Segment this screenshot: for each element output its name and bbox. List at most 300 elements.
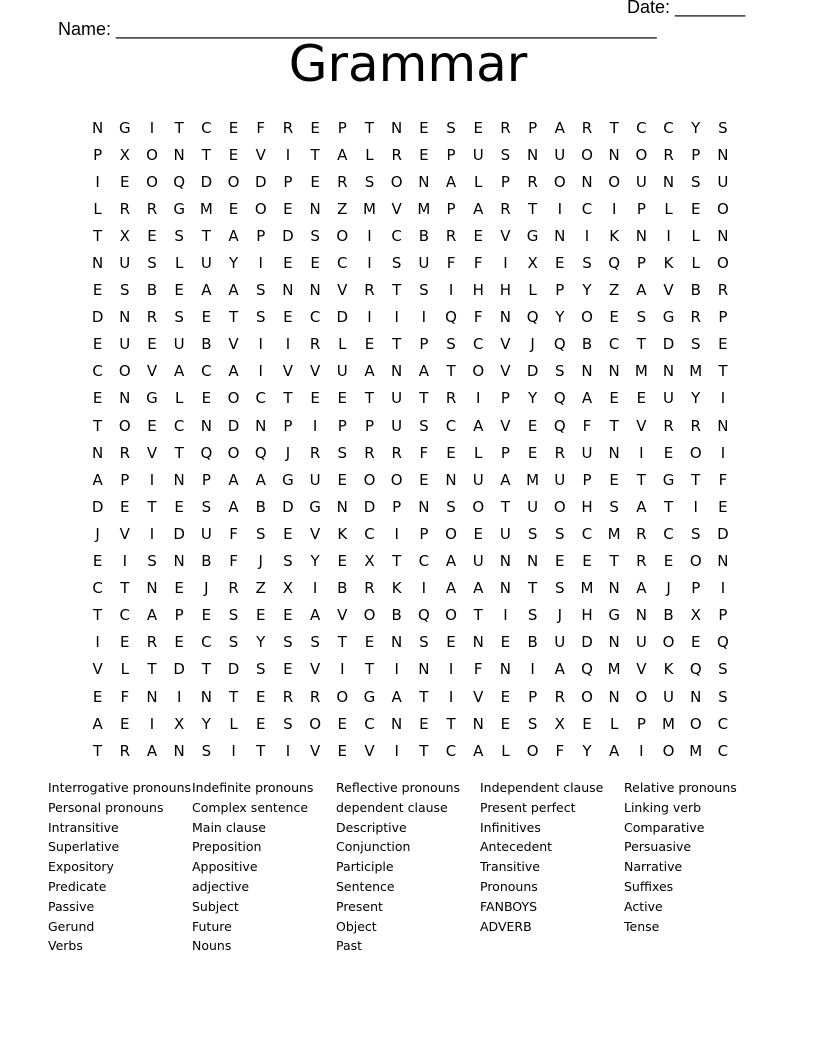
- grid-letter: E: [500, 633, 511, 652]
- grid-letter: N: [635, 226, 647, 245]
- grid-letter: E: [174, 281, 184, 300]
- grid-row: [84, 168, 737, 195]
- grid-letter: I: [312, 416, 318, 435]
- grid-letter: S: [582, 254, 592, 273]
- grid-letter: O: [363, 470, 376, 489]
- grid-letter: L: [338, 335, 347, 354]
- grid-letter: V: [636, 416, 647, 435]
- grid-letter: G: [309, 497, 321, 516]
- word-item: dependent clause: [336, 799, 448, 815]
- grid-letter: B: [337, 579, 348, 598]
- grid-letter: S: [228, 606, 239, 625]
- word-list: [48, 778, 768, 956]
- grid-letter: C: [663, 524, 674, 543]
- grid-letter: A: [445, 552, 457, 571]
- grid-letter: O: [118, 416, 131, 435]
- grid-letter: I: [611, 199, 617, 218]
- grid-letter: F: [473, 308, 483, 327]
- grid-letter: E: [201, 606, 212, 625]
- grid-letter: T: [419, 389, 429, 408]
- grid-letter: Z: [337, 199, 348, 218]
- grid-letter: E: [527, 443, 538, 462]
- grid-letter: O: [689, 714, 702, 733]
- grid-letter: E: [609, 389, 619, 408]
- grid-letter: D: [173, 660, 185, 679]
- grid-letter: P: [500, 443, 510, 462]
- grid-letter: N: [309, 281, 321, 300]
- grid-letter: T: [663, 497, 674, 516]
- grid-letter: O: [472, 497, 485, 516]
- grid-letter: Q: [254, 443, 267, 462]
- grid-letter: P: [201, 470, 211, 489]
- grid-letter: P: [718, 308, 728, 327]
- grid-letter: T: [528, 199, 538, 218]
- grid-letter: N: [581, 172, 593, 191]
- grid-letter: E: [419, 145, 429, 164]
- grid-letter: E: [310, 118, 320, 137]
- grid-letter: N: [499, 660, 512, 679]
- grid-letter: U: [554, 470, 566, 489]
- grid-letter: U: [527, 497, 539, 516]
- grid-letter: V: [146, 362, 158, 381]
- grid-letter: I: [176, 687, 182, 706]
- word-item: Reflective pronouns: [336, 780, 461, 795]
- grid-letter: E: [255, 606, 266, 625]
- grid-letter: N: [690, 687, 702, 706]
- grid-letter: B: [581, 335, 593, 354]
- grid-letter: C: [255, 389, 266, 408]
- grid-letter: X: [119, 145, 130, 164]
- grid-letter: I: [720, 579, 726, 598]
- grid-letter: T: [636, 335, 646, 354]
- grid-letter: S: [283, 714, 293, 733]
- grid-letter: G: [662, 470, 675, 489]
- word-item: Verbs: [48, 938, 83, 954]
- grid-letter: Y: [555, 308, 565, 327]
- grid-row: [84, 195, 737, 222]
- grid-letter: P: [419, 335, 429, 354]
- grid-letter: N: [255, 416, 267, 435]
- grid-letter: C: [636, 118, 647, 137]
- grid-letter: H: [499, 281, 512, 300]
- word-item: Preposition: [192, 839, 262, 855]
- grid-letter: C: [201, 362, 212, 381]
- grid-letter: Q: [200, 443, 213, 462]
- grid-letter: A: [473, 579, 484, 598]
- grid-letter: E: [337, 389, 348, 408]
- grid-letter: P: [120, 470, 130, 489]
- grid-letter: U: [472, 552, 484, 571]
- grid-letter: E: [473, 524, 483, 543]
- grid-letter: T: [500, 497, 510, 516]
- grid-letter: J: [557, 606, 562, 625]
- grid-letter: I: [503, 606, 508, 625]
- grid-letter: T: [228, 687, 239, 706]
- grid-letter: C: [309, 308, 321, 327]
- grid-row: [84, 656, 737, 683]
- grid-letter: C: [608, 335, 620, 354]
- grid-letter: S: [364, 172, 375, 191]
- grid-letter: L: [664, 199, 673, 218]
- grid-letter: M: [689, 741, 703, 760]
- grid-letter: B: [201, 335, 212, 354]
- grid-letter: I: [367, 226, 372, 245]
- grid-letter: T: [174, 118, 184, 137]
- grid-letter: R: [690, 416, 701, 435]
- grid-letter: C: [445, 741, 457, 760]
- grid-letter: Y: [256, 633, 266, 652]
- grid-letter: S: [500, 145, 511, 164]
- grid-letter: E: [147, 226, 157, 245]
- grid-letter: Y: [528, 389, 538, 408]
- grid-letter: Q: [526, 308, 539, 327]
- grid-letter: A: [228, 497, 239, 516]
- grid-letter: P: [528, 118, 538, 137]
- date-field: Date: _______: [627, 0, 746, 17]
- grid-letter: I: [530, 660, 535, 679]
- grid-letter: N: [391, 118, 403, 137]
- grid-letter: S: [419, 416, 429, 435]
- grid-letter: T: [446, 362, 456, 381]
- word-search-grid: [84, 114, 737, 764]
- grid-letter: I: [421, 308, 427, 327]
- grid-letter: G: [608, 606, 620, 625]
- grid-letter: T: [93, 226, 103, 245]
- grid-letter: A: [473, 199, 484, 218]
- grid-letter: R: [554, 687, 565, 706]
- grid-letter: E: [364, 335, 375, 354]
- grid-letter: I: [258, 254, 263, 273]
- grid-letter: S: [310, 633, 320, 652]
- grid-letter: V: [337, 281, 348, 300]
- grid-letter: A: [92, 714, 103, 733]
- grid-letter: T: [93, 606, 103, 625]
- grid-letter: T: [691, 470, 701, 489]
- grid-letter: T: [364, 660, 375, 679]
- grid-letter: E: [337, 552, 348, 571]
- grid-letter: O: [146, 172, 158, 191]
- word-item: Antecedent: [480, 839, 553, 855]
- grid-letter: O: [581, 308, 593, 327]
- grid-letter: E: [500, 687, 511, 706]
- grid-letter: N: [391, 714, 403, 733]
- grid-letter: I: [476, 389, 481, 408]
- grid-letter: R: [119, 199, 130, 218]
- grid-letter: B: [527, 633, 538, 652]
- grid-letter: O: [635, 145, 648, 164]
- grid-letter: U: [173, 335, 185, 354]
- grid-letter: M: [199, 199, 213, 218]
- word-item: Infinitives: [480, 819, 541, 835]
- grid-letter: L: [93, 199, 102, 218]
- grid-letter: E: [283, 660, 293, 679]
- grid-letter: D: [662, 335, 675, 354]
- grid-letter: O: [363, 606, 376, 625]
- grid-letter: A: [554, 118, 565, 137]
- grid-letter: I: [149, 118, 155, 137]
- grid-letter: F: [582, 416, 592, 435]
- grid-letter: S: [690, 524, 701, 543]
- grid-letter: S: [555, 362, 565, 381]
- grid-letter: T: [201, 226, 211, 245]
- grid-letter: K: [609, 226, 620, 245]
- grid-letter: N: [418, 660, 430, 679]
- grid-letter: G: [662, 308, 675, 327]
- grid-letter: E: [92, 335, 103, 354]
- grid-letter: V: [309, 524, 321, 543]
- grid-letter: Q: [581, 660, 593, 679]
- grid-letter: N: [554, 226, 566, 245]
- grid-letter: E: [337, 741, 348, 760]
- grid-letter: H: [581, 606, 593, 625]
- grid-letter: S: [228, 633, 239, 652]
- grid-letter: A: [228, 281, 239, 300]
- grid-letter: U: [391, 416, 403, 435]
- grid-letter: L: [120, 660, 129, 679]
- grid-letter: N: [91, 443, 104, 462]
- grid-letter: U: [472, 145, 484, 164]
- grid-letter: O: [445, 606, 457, 625]
- grid-letter: N: [336, 497, 348, 516]
- grid-letter: N: [608, 443, 620, 462]
- grid-letter: Q: [553, 416, 566, 435]
- grid-letter: D: [200, 172, 213, 191]
- grid-letter: O: [390, 470, 403, 489]
- grid-letter: I: [448, 281, 454, 300]
- grid-letter: B: [690, 281, 701, 300]
- grid-letter: J: [666, 579, 671, 598]
- grid-letter: P: [174, 606, 184, 625]
- grid-letter: O: [581, 687, 593, 706]
- grid-letter: E: [92, 552, 103, 571]
- grid-letter: E: [228, 199, 239, 218]
- grid-letter: T: [609, 416, 619, 435]
- name-field: Name: ______________________________________________________: [58, 19, 657, 39]
- grid-letter: C: [418, 552, 430, 571]
- grid-letter: S: [120, 281, 130, 300]
- grid-letter: N: [173, 741, 185, 760]
- grid-letter: E: [201, 389, 212, 408]
- grid-row: [84, 358, 737, 385]
- grid-letter: I: [149, 524, 155, 543]
- grid-letter: N: [662, 172, 675, 191]
- grid-letter: M: [526, 470, 540, 489]
- grid-letter: D: [282, 497, 294, 516]
- grid-letter: O: [608, 172, 621, 191]
- word-column: [48, 778, 192, 956]
- grid-letter: Q: [417, 606, 430, 625]
- grid-letter: A: [473, 741, 484, 760]
- grid-letter: N: [608, 687, 620, 706]
- page-title: Grammar: [288, 35, 528, 93]
- grid-letter: R: [119, 741, 130, 760]
- grid-letter: U: [472, 470, 484, 489]
- grid-letter: S: [636, 308, 647, 327]
- grid-letter: E: [283, 254, 293, 273]
- grid-letter: E: [120, 633, 130, 652]
- grid-letter: N: [608, 633, 620, 652]
- grid-letter: N: [499, 579, 512, 598]
- grid-letter: E: [473, 226, 483, 245]
- grid-letter: T: [473, 606, 483, 625]
- grid-letter: G: [118, 118, 131, 137]
- grid-letter: J: [258, 552, 263, 571]
- grid-letter: N: [717, 552, 729, 571]
- grid-letter: V: [337, 606, 348, 625]
- grid-letter: L: [691, 254, 700, 273]
- grid-letter: R: [364, 443, 375, 462]
- grid-letter: E: [663, 552, 674, 571]
- grid-letter: E: [582, 552, 592, 571]
- grid-letter: E: [419, 118, 429, 137]
- grid-letter: U: [635, 633, 647, 652]
- grid-letter: E: [446, 633, 456, 652]
- word-item: Indefinite pronouns: [192, 780, 314, 795]
- grid-letter: N: [200, 687, 212, 706]
- grid-letter: I: [448, 660, 454, 679]
- grid-letter: I: [95, 172, 100, 191]
- grid-letter: S: [419, 633, 429, 652]
- grid-letter: R: [119, 443, 130, 462]
- grid-letter: E: [364, 633, 375, 652]
- grid-letter: F: [718, 470, 728, 489]
- grid-letter: R: [636, 524, 647, 543]
- grid-letter: D: [282, 226, 294, 245]
- grid-letter: R: [690, 308, 701, 327]
- grid-letter: I: [285, 335, 291, 354]
- grid-letter: C: [364, 714, 375, 733]
- grid-letter: I: [340, 660, 345, 679]
- grid-letter: M: [362, 199, 376, 218]
- grid-letter: O: [553, 172, 566, 191]
- word-item: Object: [336, 918, 377, 934]
- grid-letter: A: [418, 362, 429, 381]
- grid-letter: I: [448, 687, 454, 706]
- grid-letter: F: [446, 254, 456, 273]
- word-item: FANBOYS: [480, 898, 538, 914]
- grid-letter: N: [445, 470, 457, 489]
- grid-letter: V: [255, 145, 266, 164]
- grid-letter: R: [391, 443, 402, 462]
- grid-letter: N: [499, 308, 512, 327]
- grid-letter: Y: [228, 254, 239, 273]
- grid-letter: M: [417, 199, 431, 218]
- grid-letter: E: [636, 389, 647, 408]
- grid-letter: T: [337, 633, 347, 652]
- grid-letter: J: [285, 443, 291, 462]
- grid-letter: J: [95, 524, 100, 543]
- grid-letter: U: [499, 524, 511, 543]
- word-item: Transitive: [480, 859, 540, 875]
- grid-letter: V: [282, 362, 294, 381]
- grid-letter: E: [555, 254, 565, 273]
- grid-letter: A: [146, 606, 158, 625]
- word-column: [192, 778, 336, 956]
- grid-letter: E: [473, 118, 483, 137]
- grid-letter: E: [718, 335, 728, 354]
- grid-row: [84, 114, 737, 141]
- word-item: Suffixes: [624, 878, 674, 894]
- grid-letter: E: [174, 579, 184, 598]
- grid-letter: C: [119, 606, 131, 625]
- grid-letter: D: [227, 660, 240, 679]
- grid-letter: I: [231, 741, 236, 760]
- grid-letter: V: [473, 687, 484, 706]
- grid-letter: L: [501, 741, 510, 760]
- grid-letter: I: [693, 497, 698, 516]
- grid-letter: D: [336, 308, 349, 327]
- grid-letter: E: [228, 145, 239, 164]
- grid-letter: O: [254, 199, 267, 218]
- grid-letter: P: [283, 416, 293, 435]
- grid-letter: E: [120, 714, 130, 733]
- grid-letter: E: [690, 199, 701, 218]
- grid-letter: C: [201, 633, 212, 652]
- grid-letter: A: [554, 660, 565, 679]
- word-item: Participle: [336, 859, 394, 875]
- grid-letter: R: [146, 633, 158, 652]
- grid-letter: V: [500, 362, 511, 381]
- grid-letter: Z: [609, 281, 620, 300]
- grid-letter: O: [689, 443, 702, 462]
- grid-letter: C: [173, 416, 185, 435]
- grid-letter: E: [201, 308, 212, 327]
- grid-letter: Z: [255, 579, 266, 598]
- grid-letter: P: [446, 145, 456, 164]
- grid-letter: I: [584, 226, 590, 245]
- grid-letter: V: [119, 524, 130, 543]
- grid-letter: X: [282, 579, 294, 598]
- grid-letter: X: [119, 226, 130, 245]
- grid-letter: K: [663, 660, 674, 679]
- grid-letter: R: [391, 145, 402, 164]
- grid-letter: Y: [691, 118, 701, 137]
- grid-letter: P: [500, 172, 510, 191]
- grid-row: [84, 412, 737, 439]
- grid-letter: R: [554, 443, 565, 462]
- grid-letter: S: [718, 687, 728, 706]
- grid-letter: U: [200, 524, 212, 543]
- grid-letter: R: [717, 281, 729, 300]
- grid-letter: S: [283, 552, 293, 571]
- grid-letter: Y: [691, 389, 701, 408]
- word-item: Intransitive: [48, 819, 119, 835]
- grid-letter: N: [418, 497, 430, 516]
- word-item: Complex sentence: [192, 799, 309, 815]
- word-item: Present perfect: [480, 799, 576, 815]
- grid-letter: E: [283, 524, 293, 543]
- grid-letter: C: [717, 714, 729, 733]
- grid-letter: D: [363, 497, 376, 516]
- grid-letter: S: [690, 335, 701, 354]
- grid-letter: T: [364, 389, 375, 408]
- word-item: Nouns: [192, 938, 232, 954]
- grid-letter: M: [607, 524, 621, 543]
- grid-letter: M: [634, 362, 648, 381]
- grid-letter: T: [147, 660, 157, 679]
- grid-row: [84, 737, 737, 764]
- grid-letter: U: [336, 362, 348, 381]
- word-column: [336, 778, 480, 956]
- word-item: ADVERB: [480, 918, 532, 934]
- grid-letter: O: [472, 362, 485, 381]
- grid-letter: U: [554, 145, 566, 164]
- grid-letter: A: [255, 470, 266, 489]
- grid-letter: N: [472, 714, 484, 733]
- grid-letter: A: [581, 389, 593, 408]
- grid-letter: T: [228, 308, 239, 327]
- grid-letter: P: [364, 416, 374, 435]
